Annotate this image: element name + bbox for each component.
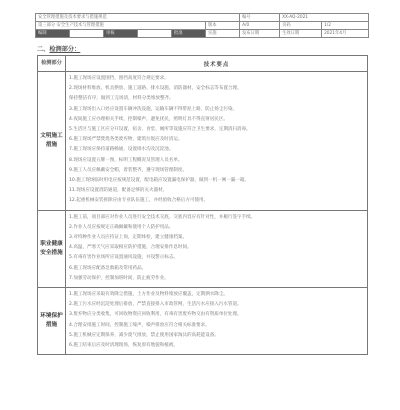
content-line: 5.施工机械应定期保养，减少废气排放，禁止使用国家淘汰的高耗能设备。	[69, 332, 219, 338]
column-header-category: 检测部分	[38, 56, 66, 72]
table-row-occupational-health	[38, 210, 368, 287]
row-label: 文明施工措施	[38, 72, 66, 211]
table-header-row	[38, 56, 368, 72]
table-row-environmental-protection	[38, 288, 368, 355]
content-line: 保持整洁有序，做到工完场清，材料分类堆放整齐。	[69, 96, 174, 102]
publish-date-label: 发布日期	[240, 30, 280, 38]
content-line: 5.有毒有害作业场所应设置通风设施，并设警示标志。	[69, 255, 178, 261]
content-line: 2.现场材料堆放、机具摆放、施工道路、排水设施、消防器材、安全标志等布置合理。	[69, 86, 242, 92]
content-line: 1.施工现场应采取有效降尘措施，土方作业及物料堆放应覆盖，定期洒水降尘。	[69, 292, 228, 298]
page-label: 页码	[280, 22, 322, 30]
content-line: 6.施工结束后应及时清理现场，恢复原有地貌和植被。	[69, 343, 178, 349]
header-row-2	[36, 22, 369, 30]
effective-date-value: 2021年4月	[322, 30, 369, 38]
content-line: 6.施工现场应配备急救箱及常用药品。	[69, 265, 147, 271]
table-row-civilized-construction	[38, 72, 368, 211]
content-line: 7.施工现场应保持道路畅通，设置排水沟及沉淀池。	[69, 147, 174, 153]
column-header-title: 技术要点	[203, 61, 230, 68]
content-line: 7.加强劳动保护，控制加班时间，防止疲劳作业。	[69, 275, 169, 281]
document-title: 安全管理措施及技术要求与措施规范	[36, 14, 240, 22]
row-content	[66, 210, 368, 287]
content-line: 3.对特种作业人员应持证上岗，定期体检，建立健康档案。	[69, 235, 188, 241]
document-header-table	[35, 13, 369, 38]
content-line: 12.起重机械安装拆除应由专业队伍施工，并经验收合格后方可使用。	[69, 198, 209, 204]
content-line: 4.夜间施工应办理相关手续，控制噪声，避免扰民，照明灯具不得直射居民区。	[69, 116, 228, 122]
header-row-3	[36, 30, 369, 38]
section-title	[37, 44, 80, 53]
version-value: A/0	[240, 22, 280, 30]
column-header-points	[66, 56, 368, 72]
content-line: 9.施工人员应佩戴安全帽，着装整齐，遵守现场管理制度。	[69, 167, 188, 173]
compiler-value	[70, 30, 104, 38]
content-line: 1.施工前，项目部应对作业人员进行安全技术交底，交底内容应有针对性，并履行签字手续。	[69, 214, 256, 220]
compiler-label: 编制	[36, 30, 70, 38]
row-label: 环境保护措施	[38, 288, 66, 355]
row-content	[66, 288, 368, 355]
content-line: 8.现场应设置五牌一图，标明工程概况及管理人员名单。	[69, 157, 183, 163]
row-label: 职业健康安全措施	[38, 210, 66, 287]
technical-requirements-table	[37, 55, 368, 355]
content-line: 3.施工现场出入口处应设置车辆冲洗设施，运输车辆不得带泥上路，防止扬尘污染。	[69, 106, 238, 112]
doc-number-value: XX-AQ-2021	[280, 14, 369, 22]
version-label: 版本	[206, 22, 240, 30]
reviewer-value	[138, 30, 172, 38]
section-name: 第三部分 安全生产技术与管理措施	[36, 22, 206, 30]
effective-date-label: 生效日期	[280, 30, 322, 38]
content-line: 11.现场应设置消防通道，配备足够的灭火器材。	[69, 188, 168, 194]
content-line: 2.作业人员应按规定正确佩戴和使用个人防护用品。	[69, 224, 174, 230]
implement-label: 实施	[206, 30, 240, 38]
content-line: 4.高温、严寒天气应采取相应防护措施，合理安排作息时间。	[69, 245, 192, 251]
content-line: 3.废弃物应分类收集，可回收物资应回收利用，有毒有害废弃物交由有资质单位处理。	[69, 312, 242, 318]
reviewer-label: 审核	[104, 30, 138, 38]
content-line: 10.施工现场临时用电应按规范设置，配电箱应设置漏电保护器，做到一机一闸一漏一箱。	[69, 178, 250, 184]
section-heading: 检测部分：	[49, 46, 81, 53]
content-line: 2.施工污水应经沉淀处理后排放，严禁直接排入市政管网，生活污水应接入污水管道。	[69, 302, 242, 308]
content-line: 4.合理安排施工时间，控制施工噪声，噪声排放应符合相关标准要求。	[69, 322, 210, 328]
row-content	[66, 72, 368, 211]
header-row-1	[36, 14, 369, 22]
content-line: 6.施工现场严禁焚烧各类废弃物，建筑垃圾应及时清运。	[69, 137, 183, 143]
content-line: 5.生活区与施工区应分开设置，宿舍、食堂、厕所等设施应符合卫生要求，定期清扫消毒。	[69, 127, 251, 133]
approver-label: 批准	[172, 30, 206, 38]
page-value: 1/2	[322, 22, 369, 30]
doc-number-label: 编号	[240, 14, 280, 22]
content-line: 1.施工现场应设置围挡，围挡高度符合规定要求。	[69, 76, 169, 81]
section-number: 二、	[37, 46, 50, 53]
